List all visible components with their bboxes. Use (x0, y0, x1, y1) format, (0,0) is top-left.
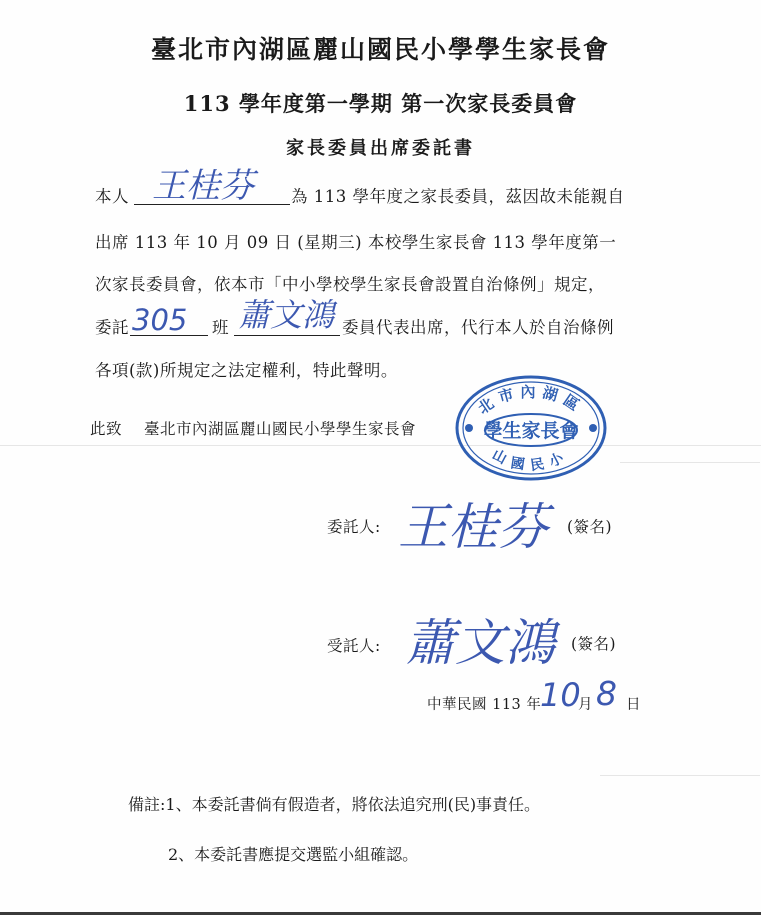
body-line5: 各項(款)所規定之法定權利，特此聲明。 (95, 361, 398, 380)
handwritten-principal-name: 王桂芬 (152, 166, 254, 206)
date-prefix: 中華民國 113 年 (427, 697, 542, 713)
body-line2: 出席 113 年 10 月 09 日 (星期三) 本校學生家長會 113 學年度第一 (95, 233, 617, 252)
paper-crease (620, 462, 760, 463)
addressee-org: 臺北市內湖區麗山國民小學學生家長會 (144, 420, 417, 438)
note-2: 2、本委託書應提交選監小組確認。 (168, 845, 419, 864)
paper-crease (0, 445, 761, 446)
addressee-label: 此致 (90, 420, 123, 438)
body-line4-b: 班 (212, 318, 229, 337)
date-day-handwritten: 8 (596, 674, 617, 713)
svg-text:北市內湖區 (475, 383, 588, 418)
association-seal (453, 373, 609, 483)
seal-top-text: 北市內湖區 (474, 382, 588, 418)
association-title: 臺北市內湖區麗山國民小學學生家長會 (150, 35, 610, 64)
seal-bottom-text: 山國民小 (489, 446, 573, 475)
body-line4-a: 委託 (95, 318, 129, 337)
date-month-handwritten: 10 (540, 676, 581, 714)
body-line1-suffix: 為 113 學年度之家長委員，茲因故未能親自 (291, 187, 625, 206)
body-line4-c: 委員代表出席，代行本人於自治條例 (342, 318, 614, 337)
note-1: 備註:1、本委託書倘有假造者，將依法追究刑(民)事責任。 (128, 795, 541, 814)
document-title: 家長委員出席委託書 (286, 138, 475, 159)
date-month-unit: 月 (578, 697, 593, 713)
principal-sign-mark: (簽名) (567, 518, 613, 536)
principal-signature: 王桂芬 (398, 498, 548, 556)
principal-label: 委託人: (327, 518, 381, 536)
seal-flower-right (589, 424, 597, 432)
handwritten-class-number: 305 (132, 303, 188, 337)
agent-label: 受託人: (327, 637, 381, 655)
meeting-subtitle: 113 學年度第一學期 第一次家長委員會 (183, 91, 578, 116)
date-day-unit: 日 (626, 697, 641, 713)
seal-flower-left (465, 424, 473, 432)
paper-crease (600, 775, 760, 776)
agent-sign-mark: (簽名) (571, 635, 617, 653)
body-line1-prefix: 本人 (95, 187, 129, 206)
body-line3: 次家長委員會，依本市「中小學校學生家長會設置自治條例」規定， (95, 275, 605, 294)
agent-signature: 蕭文鴻 (405, 614, 555, 672)
seal-center-text: 學生家長會 (483, 420, 579, 442)
handwritten-agent-name: 蕭文鴻 (238, 296, 335, 334)
